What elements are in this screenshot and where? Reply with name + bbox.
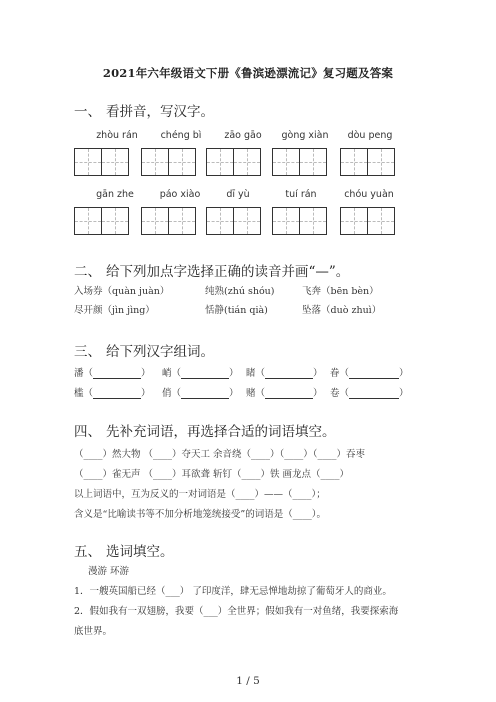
reading-item-4: 尽开颜（jìn jìng） [74,305,155,316]
section-5-heading: 五、 选词填空。 [74,544,174,560]
writing-grid-9[interactable] [272,207,326,235]
writing-grid-3[interactable] [206,148,260,176]
idiom-line-1: （____）然大物 （____）夺天工 余音绕（____）（____）（____）吞枣 [74,449,366,460]
word-formation-7: 赌（ ） [246,388,323,399]
word-formation-1: 潘（ ） [74,368,151,379]
writing-grid-6[interactable] [74,207,128,235]
section-2-heading: 二、 给下列加点字选择正确的读音并画“—”。 [74,264,350,280]
writing-grid-1[interactable] [74,148,128,176]
pinyin-1: zhòu rán [96,130,138,141]
reading-item-5: 恬静(tián qià) [205,305,268,316]
writing-grid-10[interactable] [340,207,394,235]
page-title: 2021年六年级语文下册《鲁滨逊漂流记》复习题及答案 [102,66,394,80]
pinyin-8: dī yù [226,189,250,200]
word-formation-8: 卷（ ） [330,388,409,399]
pinyin-10: chóu yuàn [344,189,394,200]
pinyin-2: chéng bì [160,130,202,141]
word-formation-4: 眷（ ） [330,368,409,379]
reading-item-3: 飞奔（bēn bèn） [302,286,379,297]
pinyin-6: gān zhe [96,189,134,200]
pinyin-4: gòng xiàn [281,130,329,141]
word-formation-6: 俏（ ） [162,388,239,399]
reading-item-6: 坠落（duò zhuì） [302,305,382,316]
writing-grid-4[interactable] [272,148,326,176]
word-choices: 漫游 环游 [88,566,130,577]
writing-grid-8[interactable] [206,207,260,235]
word-formation-2: 峭（ ） [162,368,239,379]
meaning-question: 含义是“比喻读书等不加分析地笼统接受”的词语是（____）。 [74,509,326,520]
writing-grid-7[interactable] [141,207,195,235]
writing-grid-5[interactable] [340,148,394,176]
reading-item-1: 入场券（quàn juàn） [74,286,170,297]
sentence-1: 1．一艘英国船已经（___） 了印度洋，肆无忌惮地劫掠了葡萄牙人的商业。 [74,586,392,597]
word-formation-5: 槛（ ） [74,388,151,399]
section-4-heading: 四、 先补充词语，再选择合适的词语填空。 [74,424,336,440]
page-number: 1 / 5 [236,675,260,687]
pinyin-7: páo xiào [159,189,201,200]
idiom-line-2: （____）雀无声 （____）耳欲聋 斩钉（____）铁 画龙点（____） [74,469,350,480]
sentence-2: 2．假如我有一双翅膀，我要（___）全世界；假如我有一对鱼绪，我要探索海 [74,606,399,617]
reading-item-2: 纯熟(zhú shóu) [205,286,275,297]
writing-grid-2[interactable] [141,148,195,176]
section-3-heading: 三、 给下列汉字组词。 [74,344,214,360]
pinyin-5: dòu peng [347,130,393,141]
antonym-question: 以上词语中，互为反义的一对词语是（____）——（____）； [74,489,326,500]
pinyin-3: zāo gāo [224,130,262,141]
section-1-heading: 一、 看拼音，写汉字。 [74,104,214,120]
pinyin-9: tuí rán [285,189,317,200]
word-formation-3: 睹（ ） [246,368,323,379]
sentence-2-continued: 底世界。 [74,626,113,637]
